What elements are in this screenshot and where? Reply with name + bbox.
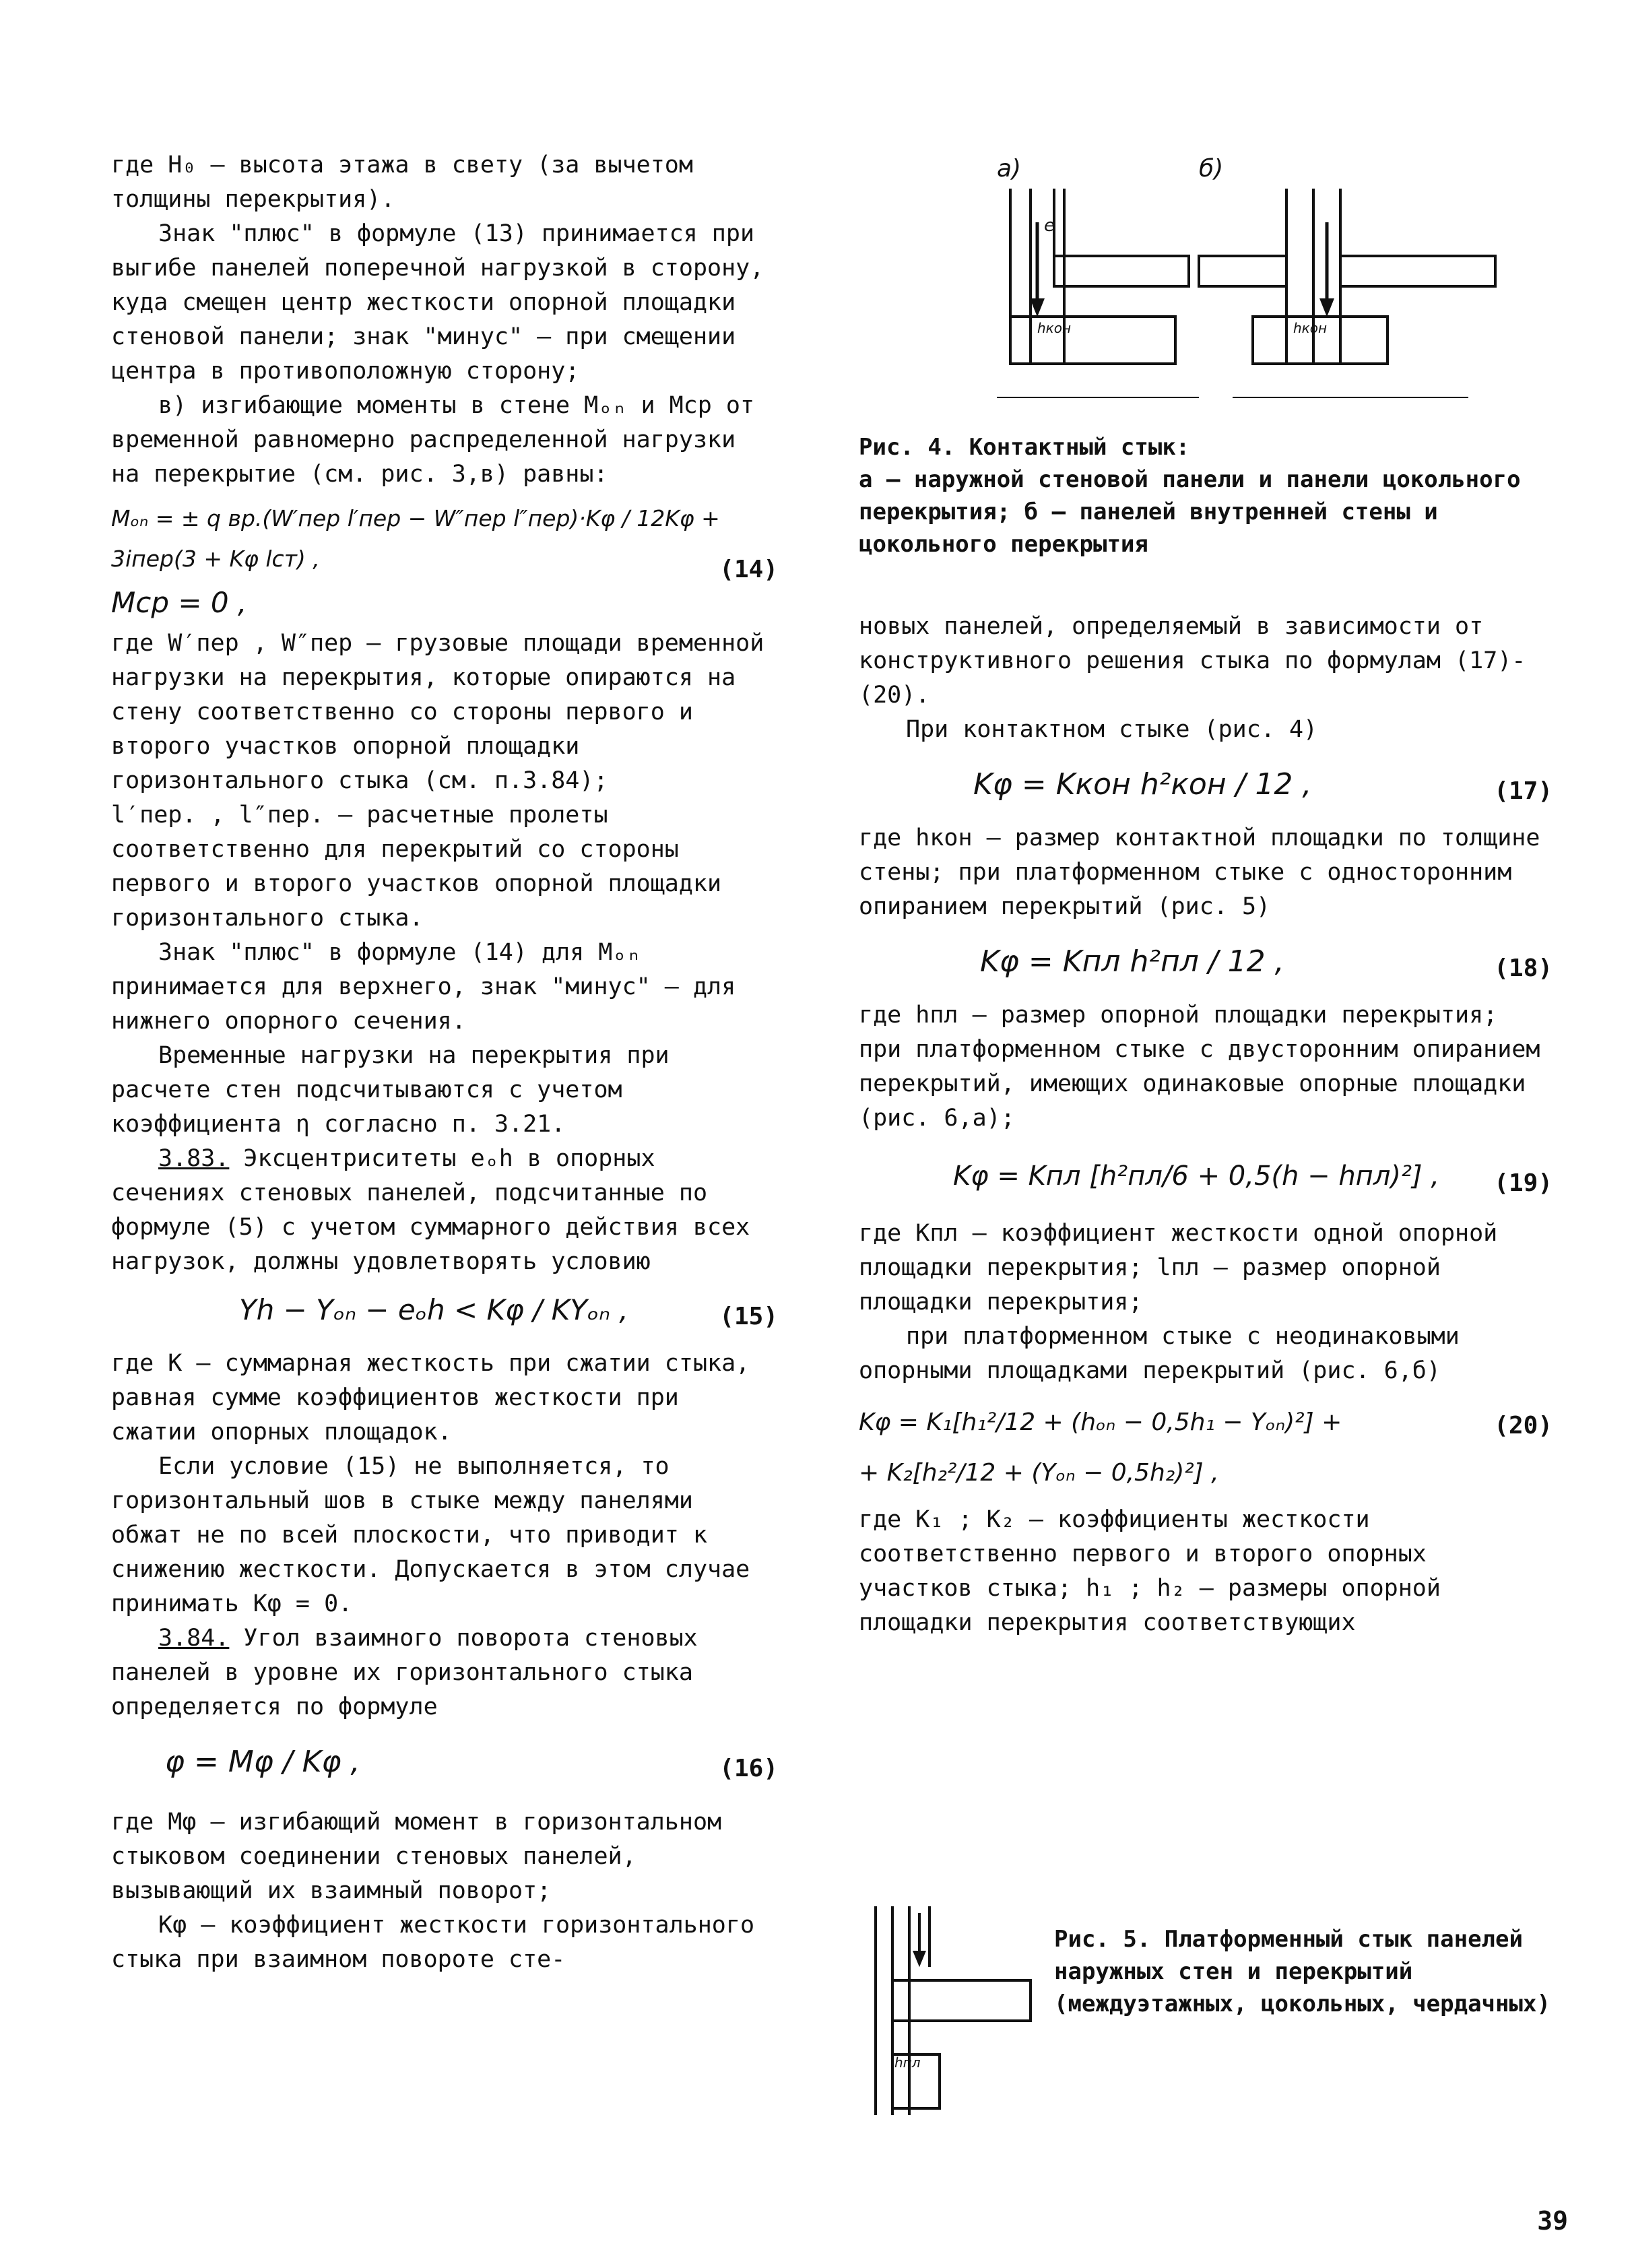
paragraph: Временные нагрузки на перекрытия при расчете стен подсчитываются с учетом коэффициента η согласно п. 3.21. [111,1042,670,1138]
paragraph: Знак "плюс" в формуле (13) принимается при выгибе панелей поперечной нагрузкой в сторону, куда смещен центр жесткости опорной площадки стеновой панели; знак "минус" – при смещении центра в противоположную сторону; [111,220,764,385]
figure-5-hpl-label: hпл [894,2054,921,2071]
paragraph: При контактном стыке (рис. 4) [906,716,1318,743]
figure-4-caption-title: Рис. 4. Контактный стык: [859,434,1190,461]
paragraph: Если условие (15) не выполняется, то горизонтальный шов в стыке между панелями обжат не по всей плоскости, что приводит к снижению жесткости. Допускается в этом случае принимать Kφ = 0. [111,1453,750,1617]
paragraph: где hкон – размер контактной площадки по толщине стены; при платформенном стыке с односторонним опиранием перекрытий (рис. 5) [859,824,1540,920]
formula-number: (14) [719,556,778,583]
paragraph: Знак "плюс" в формуле (14) для Mₒₙ принимается для верхнего, знак "минус" – для нижнего опорного сечения. [111,939,736,1035]
formula-14-line1: Mₒₙ = ± q вр.(W′пер l′пер − W″пер l″пер)·Kφ / 12Kφ + 3iпер(3 + Kφ lст) , [111,505,720,572]
paragraph: где K – суммарная жесткость при сжатии стыка, равная сумме коэффициентов жесткости при сжатии опорных площадок. [111,1350,750,1446]
paragraph [111,1142,778,1279]
arrow-head [1032,300,1043,313]
paragraph: новых панелей, определяемый в зависимости от конструктивного решения стыка по формулам (17)-(20). [859,613,1526,709]
figure-5-caption: Рис. 5. Платформенный стык панелей наружных стен и перекрытий (междуэтажных, цокольных, чердачных) [1054,1926,1551,2017]
figure-4-e-label: e [1044,216,1055,236]
formula-number: (19) [1494,1169,1553,1197]
paragraph: где W′пер , W″пер – грузовые площади временной нагрузки на перекрытия, которые опираются на стену соответственно со стороны первого и второго участков опорной площадки горизонтального стыка (см. п.3.84); [111,630,764,794]
base-block [1010,317,1175,364]
formula-number: (17) [1494,777,1553,805]
formula-number: (15) [719,1303,778,1330]
formula-number: (20) [1494,1412,1553,1439]
paragraph: где Kпл – коэффициент жесткости одной опорной площадки перекрытия; lпл – размер опорной площадки перекрытия; [859,1220,1498,1316]
formula-number: (18) [1494,954,1553,982]
formula-15-text: Yh − Yₒₙ − eₒh < Kφ / KYₒₙ , [239,1293,628,1326]
formula-14 [111,498,778,619]
paragraph: где Mφ – изгибающий момент в горизонтальном стыковом соединении стеновых панелей, вызывающий их взаимный поворот; [111,1809,722,1904]
clause-number: 3.83. [158,1145,230,1172]
paragraph-text: Эксцентриситеты eₒh в опорных сечениях стеновых панелей, подсчитанные по формуле (5) с учетом суммарного действия всех нагрузок, должны удовлетворять условию [111,1145,750,1275]
formula-17-text: Kφ = Kкон h²кон / 12 , [973,767,1312,802]
formula-17 [859,747,1553,821]
paragraph: при платформенном стыке с неодинаковыми опорными площадками перекрытий (рис. 6,б) [859,1323,1460,1384]
paragraph: где hпл – размер опорной площадки перекрытия; при платформенном стыке с двусторонним опиранием перекрытий, имеющих одинаковые опорные площадки (рис. 6,а); [859,1002,1540,1132]
arrow-head [915,1952,924,1964]
figure-4 [997,148,1509,411]
slab [1340,256,1495,286]
formula-20 [859,1388,1553,1503]
figure-5-drawing [869,1900,1037,2122]
paragraph-text: Угол взаимного поворота стеновых панелей в уровне их горизонтального стыка определяется по формуле [111,1625,698,1720]
formula-19 [859,1136,1553,1217]
figure-4-hkon-label: hкон [1293,320,1328,336]
formula-20-line1: Kφ = K₁[h₁²/12 + (hₒₙ − 0,5h₁ − Yₒₙ)²] + [859,1408,1342,1436]
figure-4-caption [859,431,1559,560]
paragraph: где K₁ ; K₂ – коэффициенты жесткости соответственно первого и второго опорных участков стыка; h₁ ; h₂ – размеры опорной площадки перекрытия соответствующих [859,1506,1441,1636]
slab [892,1980,1031,2021]
formula-14-line2: Mср = 0 , [111,586,247,619]
paragraph: где Н₀ – высота этажа в свету (за вычетом толщины перекрытия). [111,152,693,213]
formula-18 [859,924,1553,998]
figure-5 [869,1900,1037,2122]
formula-16 [111,1724,778,1805]
formula-18-text: Kφ = Kпл h²пл / 12 , [980,944,1284,979]
figure-4-drawing [997,148,1509,411]
slab [1199,256,1286,286]
arrow-head [1321,300,1332,313]
formula-15 [111,1279,778,1347]
slab [1054,256,1189,286]
formula-19-text: Kφ = Kпл [h²пл/6 + 0,5(h − hпл)²] , [953,1161,1440,1192]
formula-20-line2: + K₂[h₂²/12 + (Yₒₙ − 0,5h₂)²] , [859,1459,1219,1487]
formula-16-text: φ = Mφ / Kφ , [165,1745,360,1779]
figure-4-hkon-label: hкон [1037,320,1072,336]
paragraph: Kφ – коэффициент жесткости горизонтального стыка при взаимном повороте сте- [111,1912,755,1973]
right-column [859,610,1553,1640]
left-column [111,148,778,1977]
figure-4-caption-text: а – наружной стеновой панели и панели цокольного перекрытия; б – панелей внутренней стены и цокольного перекрытия [859,466,1521,558]
page-number: 39 [1537,2206,1568,2236]
clause-number: 3.84. [158,1625,230,1652]
figure-4-label-b: б) [1199,155,1224,183]
paragraph: l′пер. , l″пер. – расчетные пролеты соответственно для перекрытий со стороны первого и второго участков опорной площадки горизонтального стыка. [111,802,722,932]
paragraph [111,1621,778,1724]
paragraph: в) изгибающие моменты в стене Mₒₙ и Mср от временной равномерно распределенной нагрузки на перекрытие (см. рис. 3,в) равны: [111,392,755,488]
formula-number: (16) [719,1755,778,1782]
figure-4-label-a: а) [997,155,1022,183]
